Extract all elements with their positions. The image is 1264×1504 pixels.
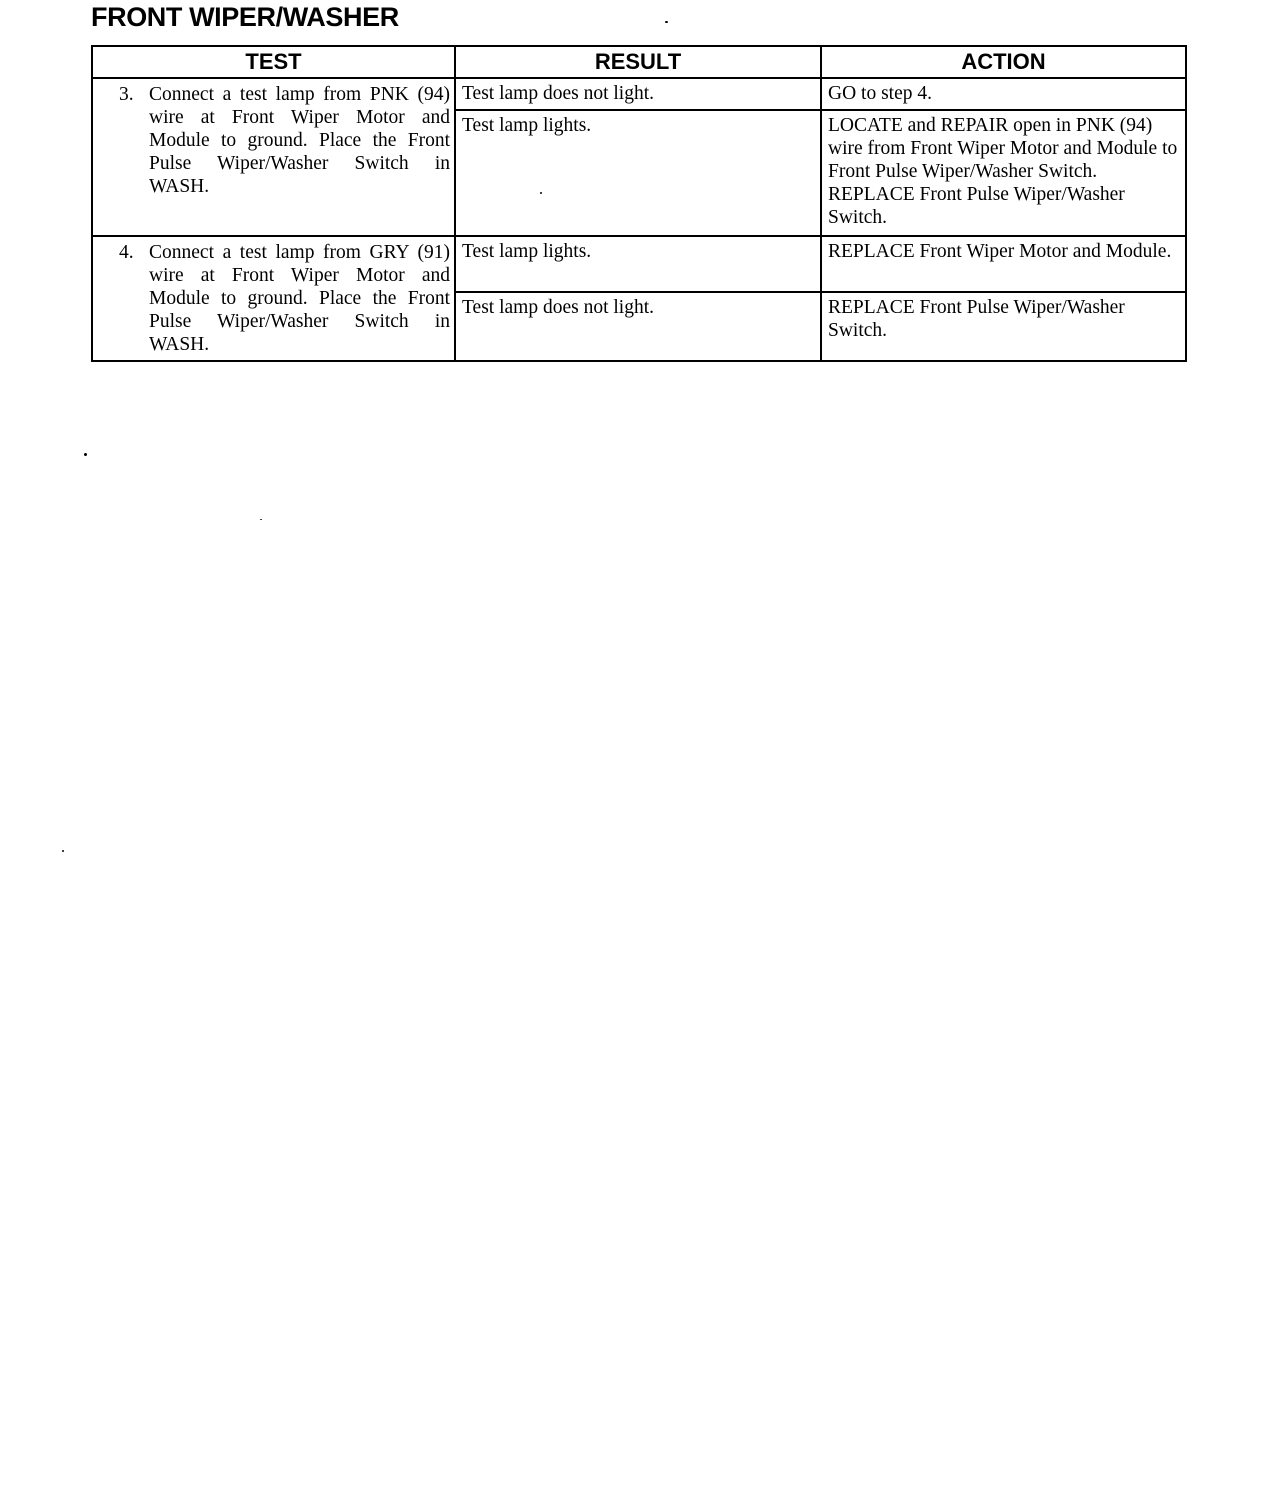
result-cell: Test lamp does not light. [455,78,821,110]
result-cell: Test lamp does not light. [455,292,821,361]
test-description: Connect a test lamp from GRY (91) wire at Front Wiper Motor and Module to ground. Place the Front Pulse Wiper/Washer Switch in WASH. [149,242,450,355]
scan-speck [62,850,64,852]
step-number: 3. [119,84,134,105]
step-number: 4. [119,242,134,263]
action-cell: REPLACE Front Wiper Motor and Module. [821,236,1186,292]
scan-speck [260,519,262,520]
test-cell-step-3 [92,78,455,236]
diagnostic-table [91,45,1187,362]
scan-speck [84,453,87,456]
action-cell: REPLACE Front Pulse Wiper/Washer Switch. [821,292,1186,361]
scan-speck [665,21,668,23]
result-cell: Test lamp lights. [455,236,821,292]
result-cell: Test lamp lights. [455,110,821,236]
action-cell: LOCATE and REPAIR open in PNK (94) wire from Front Wiper Motor and Module to Front Pulse Wiper/Washer Switch. REPLACE Front Pulse Wiper/Washer Switch. [821,110,1186,236]
page-title: FRONT WIPER/WASHER [91,2,399,32]
column-header-result: RESULT [455,46,821,78]
test-cell-step-4 [92,236,455,361]
scan-speck [540,192,542,194]
column-header-action: ACTION [821,46,1186,78]
test-description: Connect a test lamp from PNK (94) wire at Front Wiper Motor and Module to ground. Place the Front Pulse Wiper/Washer Switch in WASH. [149,84,450,197]
action-cell: GO to step 4. [821,78,1186,110]
column-header-test: TEST [92,46,455,78]
table-header-row [92,46,1186,78]
table-row [92,236,1186,292]
table-row [92,78,1186,110]
